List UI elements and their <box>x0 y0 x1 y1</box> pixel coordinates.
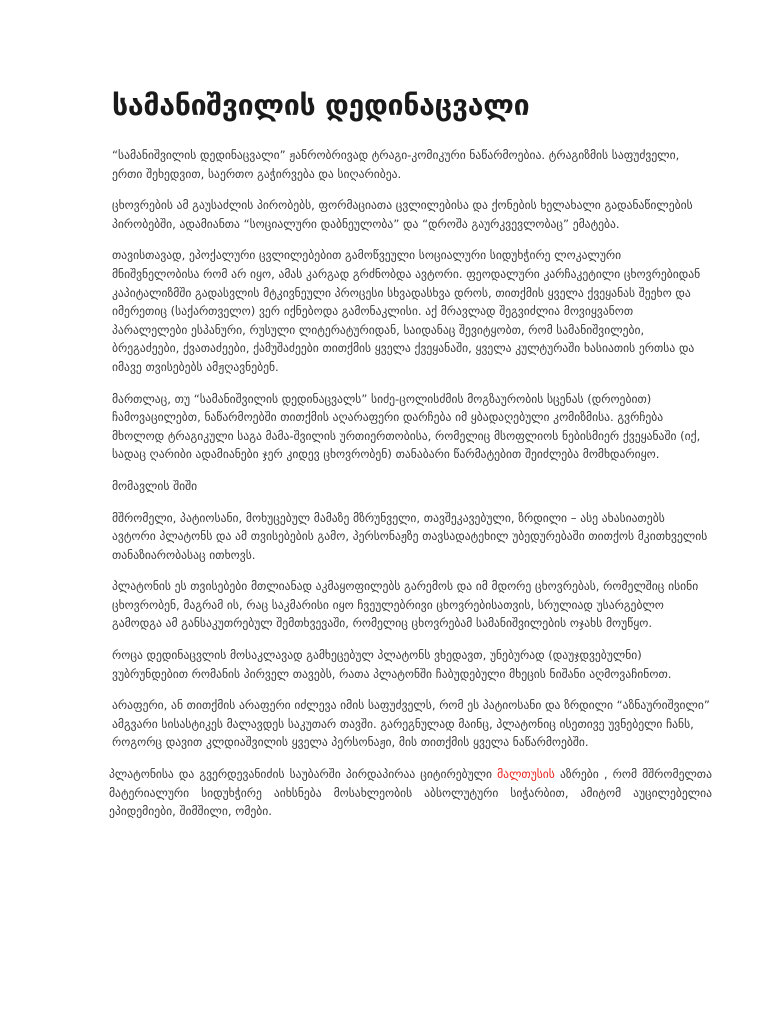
document-title: სამანიშვილის დედინაცვალი <box>112 89 530 122</box>
paragraph-conditions: ცხოვრების ამ გაუსაძლის პირობებს, ფორმაციათა ცვლილებისა და ქონების ხელახალი გადანაწილების პირობებში, ადამიანთა “სოციალური დაბნეულობა” და “დროშა გაურკვევლობაც” ემატება. <box>112 198 693 231</box>
paragraph-intro: “სამანიშვილის დედინაცვალი” ჟანრობრივად ტრაგი-კომიკური ნაწარმოებია. ტრაგიზმის საფუძველი, ერთი შეხედვით, საერთო გაჭირვება და სიღარიბეა. <box>112 148 680 181</box>
paragraph-platon-traits: მშრომელი, პატიოსანი, მოხუცებულ მამაზე მზრუნველი, თავშეკავებული, ზრდილი – ასე ახასიათებს ავტორი პლატონს და ამ თვისებების გამო, პერსონაჟზე თავსადატეხილ უბედურებაში თითქოს მკითხველის თანაზიარობასაც ითხოვს. <box>112 510 708 562</box>
paragraph-malthus <box>109 765 712 821</box>
paragraph-nobleman: არაფერი, ან თითქმის არაფერი იძლევა იმის საფუძველს, რომ ეს პატიოსანი და ზრდილი “აზნაურიშვილი” ამგვარი სისასტიკეს მალავდეს საკუთარ თავში. გარეგნულად მაინც, პლატონიც ისეთივე უვნებელი ჩანს, როგორც დავით კლდიაშვილის ყველა პერსონაჟი, მის თითქმის ყველა ნაწარმოებში. <box>112 698 710 750</box>
section-heading-fear: მომავლის შიში <box>112 478 198 493</box>
paragraph-malthus-text-after: აზრები , რომ მშრომელთა მატერიალური სიდუხჭირე აიხსნება მოსახლეობის აბსოლუტური სიჭარბით, ამიტომ აუცილებელია ეპიდემიები, შიმშილი, ომები. <box>109 767 712 819</box>
paragraph-epochal-changes: თავისთავად, ეპოქალური ცვლილებებით გამოწვეული სოციალური სიდუხჭირე ლოკალური მნიშვნელობისა რომ არ იყო, ამას კარგად გრძნობდა ავტორი. ფეოდალური კარჩაკეტილი ცხოვრებიდან კაპიტალიზმში გადასვლის მტკივნეული პროცესი სხვადასხვა დროს, თითქმის ყველა ქვეყანას შეეხო და იმერეთიც (საქართველო) ვერ იქნებოდა გამონაკლისი. აქ მრავლად შეგვიძლია მოვიყვანოთ პარალელები ესპანური, რუსული ლიტერატურიდან, საიდანაც შევიტყობთ, რომ სამანიშვილები, ბრეგაძეები, ქვათაძეები, ქამუშაძეები თითქმის ყველა ქვეყანაში, ყველა კულტურაში ხასიათის ერთსა და იმავე თვისებებს ამჟღავნებენ. <box>112 248 701 374</box>
paragraph-malthus-text-before: პლატონისა და გვერდევანიძის საუბარში პირდაპირაა ციტირებული <box>109 767 498 782</box>
malthus-highlight: მალთუსის <box>497 767 555 782</box>
paragraph-stepmother-scene: როცა დედინაცვლის მოსაკლავად გამხეცებულ პლატონს ვხედავთ, უნებურად (დაუჯდვებულნი) ვუბრუნდებით რომანის პირველ თავებს, რათა პლატონში ჩაბუდებული მხეცის ნიშანი აღმოვაჩინოთ. <box>112 648 672 681</box>
paragraph-comedy-tragedy: მართლაც, თუ “სამანიშვილის დედინაცვალს” სიძე-ცოლისძმის მოგზაურობის სცენას (დროებით) ჩამოვაცილებთ, ნაწარმოებში თითქმის აღარაფერი დარჩება იმ ყბადაღებული კომიზმისა. გვრჩება მხოლოდ ტრაგიკული საგა მამა-შვილის ურთიერთობისა, რომელიც მსოფლიოს ნებისმიერ ქვეყანაში (იქ, სადაც ღარიბი ადამიანები ჯერ კიდევ ცხოვრობენ) თანაბარი წარმატებით შეიძლება მომხდარიყო. <box>112 391 701 462</box>
paragraph-platon-environment: პლატონის ეს თვისებები მთლიანად აკმაყოფილებს გარემოს და იმ მდორე ცხოვრებას, რომელშიც ისინი ცხოვრობენ, მაგრამ ის, რაც საკმარისი იყო ჩვეულებრივი ცხოვრებისათვის, სრულიად უსარგებლო გამოდგა ამ განსაკუთრებულ შემთხვევაში, რომელიც ცხოვრებამ სამანიშვილების ოჯახს მოუწყო. <box>112 579 699 631</box>
